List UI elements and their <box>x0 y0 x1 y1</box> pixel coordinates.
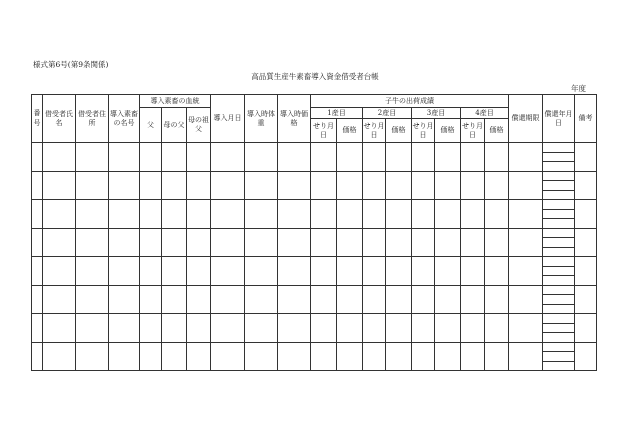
table-cell <box>485 314 509 343</box>
table-cell <box>43 228 76 257</box>
table-cell <box>311 342 337 371</box>
table-cell <box>140 171 162 200</box>
repay-date-line <box>543 362 574 371</box>
table-cell <box>363 285 386 314</box>
table-cell <box>509 143 543 172</box>
table-cell <box>435 228 461 257</box>
document-title: 高品質生産牛素畜導入資金借受者台帳 <box>251 72 379 81</box>
table-cell <box>278 228 311 257</box>
table-cell <box>461 285 485 314</box>
table-cell <box>363 143 386 172</box>
table-cell <box>76 342 109 371</box>
table-cell <box>363 314 386 343</box>
table-cell <box>32 314 43 343</box>
repay-date-line <box>543 200 574 210</box>
table-cell <box>32 257 43 286</box>
table-cell <box>435 143 461 172</box>
col-auction-date-1: せり月日 <box>311 119 337 143</box>
repay-date-line <box>543 295 574 305</box>
table-cell <box>575 171 597 200</box>
col-mother-father: 母の父 <box>162 108 187 143</box>
table-cell <box>311 228 337 257</box>
table-cell <box>162 228 187 257</box>
table-cell <box>187 200 211 229</box>
repay-date-line <box>543 267 574 277</box>
table-cell <box>187 171 211 200</box>
table-cell <box>43 171 76 200</box>
table-cell <box>278 200 311 229</box>
table-cell <box>245 200 278 229</box>
col-father: 父 <box>140 108 162 143</box>
table-cell <box>278 257 311 286</box>
table-cell <box>211 143 245 172</box>
repay-date-cell <box>543 200 575 229</box>
table-cell <box>140 257 162 286</box>
repay-date-line <box>543 229 574 239</box>
table-cell <box>363 200 386 229</box>
repay-date-line <box>543 143 574 153</box>
table-cell <box>363 228 386 257</box>
table-cell <box>76 314 109 343</box>
borrower-ledger-table <box>31 94 597 371</box>
table-cell <box>162 342 187 371</box>
table-cell <box>412 285 435 314</box>
table-cell <box>311 171 337 200</box>
table-cell <box>386 200 412 229</box>
table-cell <box>140 285 162 314</box>
table-cell <box>412 143 435 172</box>
repay-date-line <box>543 276 574 285</box>
table-cell <box>32 228 43 257</box>
col-birth-1: 1産目 <box>311 108 363 119</box>
table-cell <box>386 285 412 314</box>
table-cell <box>575 200 597 229</box>
col-birth-4: 4産目 <box>461 108 509 119</box>
table-cell <box>32 285 43 314</box>
table-cell <box>76 171 109 200</box>
col-price-2: 価格 <box>386 119 412 143</box>
table-cell <box>187 143 211 172</box>
table-cell <box>187 285 211 314</box>
form-number-label: 様式第6号(第9条関係) <box>33 60 109 69</box>
table-cell <box>461 200 485 229</box>
col-auction-date-3: せり月日 <box>412 119 435 143</box>
table-cell <box>575 285 597 314</box>
table-cell <box>278 314 311 343</box>
table-cell <box>509 228 543 257</box>
table-cell <box>278 285 311 314</box>
table-cell <box>140 314 162 343</box>
repay-date-cell <box>543 285 575 314</box>
header-row-1 <box>32 95 597 108</box>
table-cell <box>337 228 363 257</box>
table-cell <box>311 200 337 229</box>
repay-date-line <box>543 324 574 334</box>
table-cell <box>337 314 363 343</box>
table-row <box>32 257 597 286</box>
repay-date-line <box>543 352 574 362</box>
table-cell <box>43 143 76 172</box>
repay-date-line <box>543 219 574 228</box>
table-cell <box>32 143 43 172</box>
repay-date-line <box>543 172 574 182</box>
table-cell <box>509 200 543 229</box>
col-group-calf-results: 子牛の出荷成績 <box>311 95 509 108</box>
table-cell <box>435 200 461 229</box>
table-cell <box>412 228 435 257</box>
col-animal-name: 導入素畜の名号 <box>109 95 140 143</box>
table-cell <box>76 257 109 286</box>
repay-date-line <box>543 343 574 353</box>
table-cell <box>245 257 278 286</box>
table-cell <box>337 257 363 286</box>
table-row <box>32 228 597 257</box>
table-cell <box>32 342 43 371</box>
col-price-3: 価格 <box>435 119 461 143</box>
repay-date-cell <box>543 143 575 172</box>
repay-date-line <box>543 210 574 220</box>
table-cell <box>386 143 412 172</box>
table-cell <box>386 342 412 371</box>
fiscal-year-label: 年度 <box>571 84 586 93</box>
table-cell <box>187 257 211 286</box>
col-group-lineage: 導入素畜の血統 <box>140 95 211 108</box>
table-cell <box>575 342 597 371</box>
table-cell <box>162 200 187 229</box>
table-cell <box>461 257 485 286</box>
repay-date-cell <box>543 171 575 200</box>
table-cell <box>245 285 278 314</box>
table-cell <box>162 171 187 200</box>
table-cell <box>509 342 543 371</box>
table-cell <box>278 143 311 172</box>
table-cell <box>485 143 509 172</box>
ledger-body <box>32 143 597 371</box>
col-intro-price: 導入時価格 <box>278 95 311 143</box>
table-cell <box>509 171 543 200</box>
table-cell <box>337 285 363 314</box>
table-cell <box>187 342 211 371</box>
table-cell <box>109 257 140 286</box>
table-cell <box>109 314 140 343</box>
table-cell <box>245 228 278 257</box>
col-number: 番号 <box>32 95 43 143</box>
col-repay-period: 償還期限 <box>509 95 543 143</box>
table-cell <box>311 143 337 172</box>
col-borrower-address: 借受者住所 <box>76 95 109 143</box>
table-cell <box>485 228 509 257</box>
table-cell <box>386 257 412 286</box>
table-cell <box>435 342 461 371</box>
table-cell <box>245 171 278 200</box>
table-cell <box>162 285 187 314</box>
table-cell <box>211 228 245 257</box>
repay-date-cell <box>543 342 575 371</box>
col-price-1: 価格 <box>337 119 363 143</box>
repay-date-line <box>543 181 574 191</box>
table-cell <box>109 143 140 172</box>
col-mother-grandfather: 母の祖父 <box>187 108 211 143</box>
table-cell <box>109 285 140 314</box>
table-cell <box>461 228 485 257</box>
repay-date-cell <box>543 228 575 257</box>
repay-date-line <box>543 191 574 200</box>
table-cell <box>509 257 543 286</box>
col-birth-3: 3産目 <box>412 108 461 119</box>
col-auction-date-4: せり月日 <box>461 119 485 143</box>
table-cell <box>575 143 597 172</box>
col-birth-2: 2産目 <box>363 108 412 119</box>
table-cell <box>485 285 509 314</box>
table-cell <box>435 285 461 314</box>
table-cell <box>485 171 509 200</box>
table-row <box>32 314 597 343</box>
table-cell <box>76 200 109 229</box>
table-cell <box>509 285 543 314</box>
table-cell <box>461 143 485 172</box>
table-cell <box>412 171 435 200</box>
col-price-4: 価格 <box>485 119 509 143</box>
table-cell <box>311 257 337 286</box>
table-cell <box>412 342 435 371</box>
repay-date-cell <box>543 314 575 343</box>
table-cell <box>412 257 435 286</box>
table-cell <box>245 143 278 172</box>
table-cell <box>461 342 485 371</box>
table-cell <box>278 171 311 200</box>
table-cell <box>575 257 597 286</box>
table-row <box>32 171 597 200</box>
table-row <box>32 342 597 371</box>
table-cell <box>187 228 211 257</box>
repay-date-line <box>543 286 574 296</box>
table-cell <box>278 342 311 371</box>
table-cell <box>363 342 386 371</box>
table-cell <box>386 228 412 257</box>
table-cell <box>109 228 140 257</box>
table-cell <box>485 200 509 229</box>
table-cell <box>162 143 187 172</box>
repay-date-line <box>543 153 574 163</box>
table-cell <box>386 171 412 200</box>
table-cell <box>211 171 245 200</box>
repay-date-line <box>543 257 574 267</box>
table-cell <box>211 285 245 314</box>
col-intro-month: 導入月日 <box>211 95 245 143</box>
table-cell <box>575 314 597 343</box>
table-cell <box>32 200 43 229</box>
table-cell <box>412 200 435 229</box>
table-cell <box>43 285 76 314</box>
table-cell <box>187 314 211 343</box>
table-cell <box>363 171 386 200</box>
table-cell <box>311 285 337 314</box>
table-cell <box>485 342 509 371</box>
table-cell <box>575 228 597 257</box>
table-cell <box>43 200 76 229</box>
table-row <box>32 143 597 172</box>
col-repay-date: 償還年月日 <box>543 95 575 143</box>
table-cell <box>109 200 140 229</box>
table-cell <box>140 342 162 371</box>
repay-date-cell <box>543 257 575 286</box>
repay-date-line <box>543 305 574 314</box>
table-cell <box>435 314 461 343</box>
table-cell <box>337 143 363 172</box>
table-cell <box>412 314 435 343</box>
table-cell <box>337 200 363 229</box>
table-cell <box>461 171 485 200</box>
table-row <box>32 200 597 229</box>
repay-date-line <box>543 238 574 248</box>
table-cell <box>245 342 278 371</box>
table-cell <box>109 342 140 371</box>
table-row <box>32 285 597 314</box>
table-cell <box>337 342 363 371</box>
table-cell <box>211 342 245 371</box>
col-auction-date-2: せり月日 <box>363 119 386 143</box>
col-borrower-name: 借受者氏名 <box>43 95 76 143</box>
table-cell <box>32 171 43 200</box>
table-cell <box>485 257 509 286</box>
table-cell <box>435 257 461 286</box>
table-cell <box>140 228 162 257</box>
table-cell <box>386 314 412 343</box>
repay-date-line <box>543 248 574 257</box>
col-remarks: 備考 <box>575 95 597 143</box>
table-cell <box>461 314 485 343</box>
col-intro-weight: 導入時体重 <box>245 95 278 143</box>
table-cell <box>211 257 245 286</box>
table-cell <box>76 228 109 257</box>
table-cell <box>311 314 337 343</box>
table-cell <box>245 314 278 343</box>
table-cell <box>43 257 76 286</box>
table-cell <box>435 171 461 200</box>
table-cell <box>109 171 140 200</box>
table-cell <box>76 143 109 172</box>
table-cell <box>509 314 543 343</box>
repay-date-line <box>543 162 574 171</box>
table-cell <box>211 314 245 343</box>
repay-date-line <box>543 314 574 324</box>
table-cell <box>363 257 386 286</box>
table-cell <box>43 342 76 371</box>
table-cell <box>162 257 187 286</box>
table-cell <box>43 314 76 343</box>
table-cell <box>211 200 245 229</box>
table-cell <box>337 171 363 200</box>
table-cell <box>140 200 162 229</box>
repay-date-line <box>543 333 574 342</box>
table-cell <box>162 314 187 343</box>
table-cell <box>76 285 109 314</box>
table-cell <box>140 143 162 172</box>
